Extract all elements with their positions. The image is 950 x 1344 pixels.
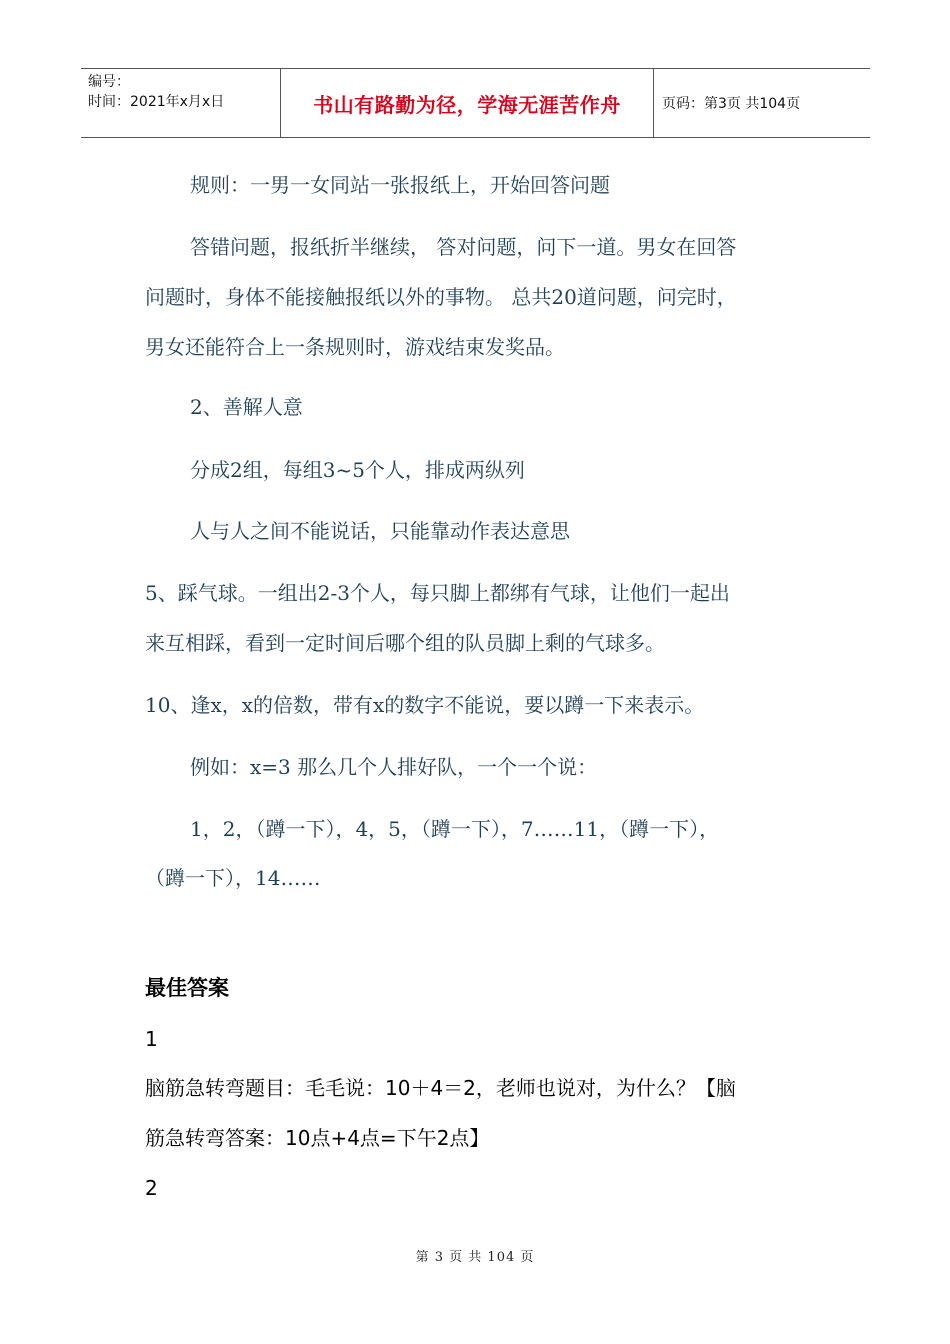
paragraph-line: 人与人之间不能说话，只能靠动作表达意思 <box>190 519 570 543</box>
page-footer: 第 3 页 共 104 页 <box>415 1250 535 1265</box>
header-page-label: 页码：第3页 共104页 <box>662 96 801 112</box>
header-motto: 书山有路勤为径，学海无涯苦作舟 <box>281 69 654 137</box>
paragraph-line: 脑筋急转弯题目：毛毛说：10＋4＝2，老师也说对，为什么？【脑 <box>145 1076 736 1100</box>
paragraph-line: 2、善解人意 <box>190 395 303 419</box>
time-label: 时间：2021年x月x日 <box>88 94 225 110</box>
page-header <box>81 68 870 138</box>
paragraph-line: 问题时，身体不能接触报纸以外的事物。 总共20道问题，问完时， <box>145 285 737 309</box>
header-meta <box>81 69 281 137</box>
paragraph-line: 10、逢x，x的倍数，带有x的数字不能说，要以蹲一下来表示。 <box>145 693 705 717</box>
item-number: 1 <box>145 1027 158 1051</box>
paragraph-line: 分成2组，每组3~5个人，排成两纵列 <box>190 458 525 482</box>
paragraph-line: 例如：x=3 那么几个人排好队，一个一个说： <box>190 755 598 779</box>
number-label: 编号： <box>88 74 130 90</box>
paragraph-line: （蹲一下），14…… <box>145 866 321 890</box>
item-number: 2 <box>145 1176 158 1200</box>
paragraph-line: 5、踩气球。一组出2-3个人，每只脚上都绑有气球，让他们一起出 <box>145 581 730 605</box>
paragraph-line: 1，2，（蹲一下），4，5，（蹲一下），7……11，（蹲一下）， <box>190 817 720 841</box>
paragraph-line: 来互相踩，看到一定时间后哪个组的队员脚上剩的气球多。 <box>145 631 665 655</box>
best-answer-heading: 最佳答案 <box>145 976 229 1000</box>
paragraph-line: 筋急转弯答案：10点+4点=下午2点】 <box>145 1126 490 1150</box>
paragraph-line: 男女还能符合上一条规则时，游戏结束发奖品。 <box>145 335 565 359</box>
paragraph-line: 规则：一男一女同站一张报纸上，开始回答问题 <box>190 173 610 197</box>
paragraph-line: 答错问题，报纸折半继续， 答对问题，问下一道。男女在回答 <box>190 235 737 259</box>
